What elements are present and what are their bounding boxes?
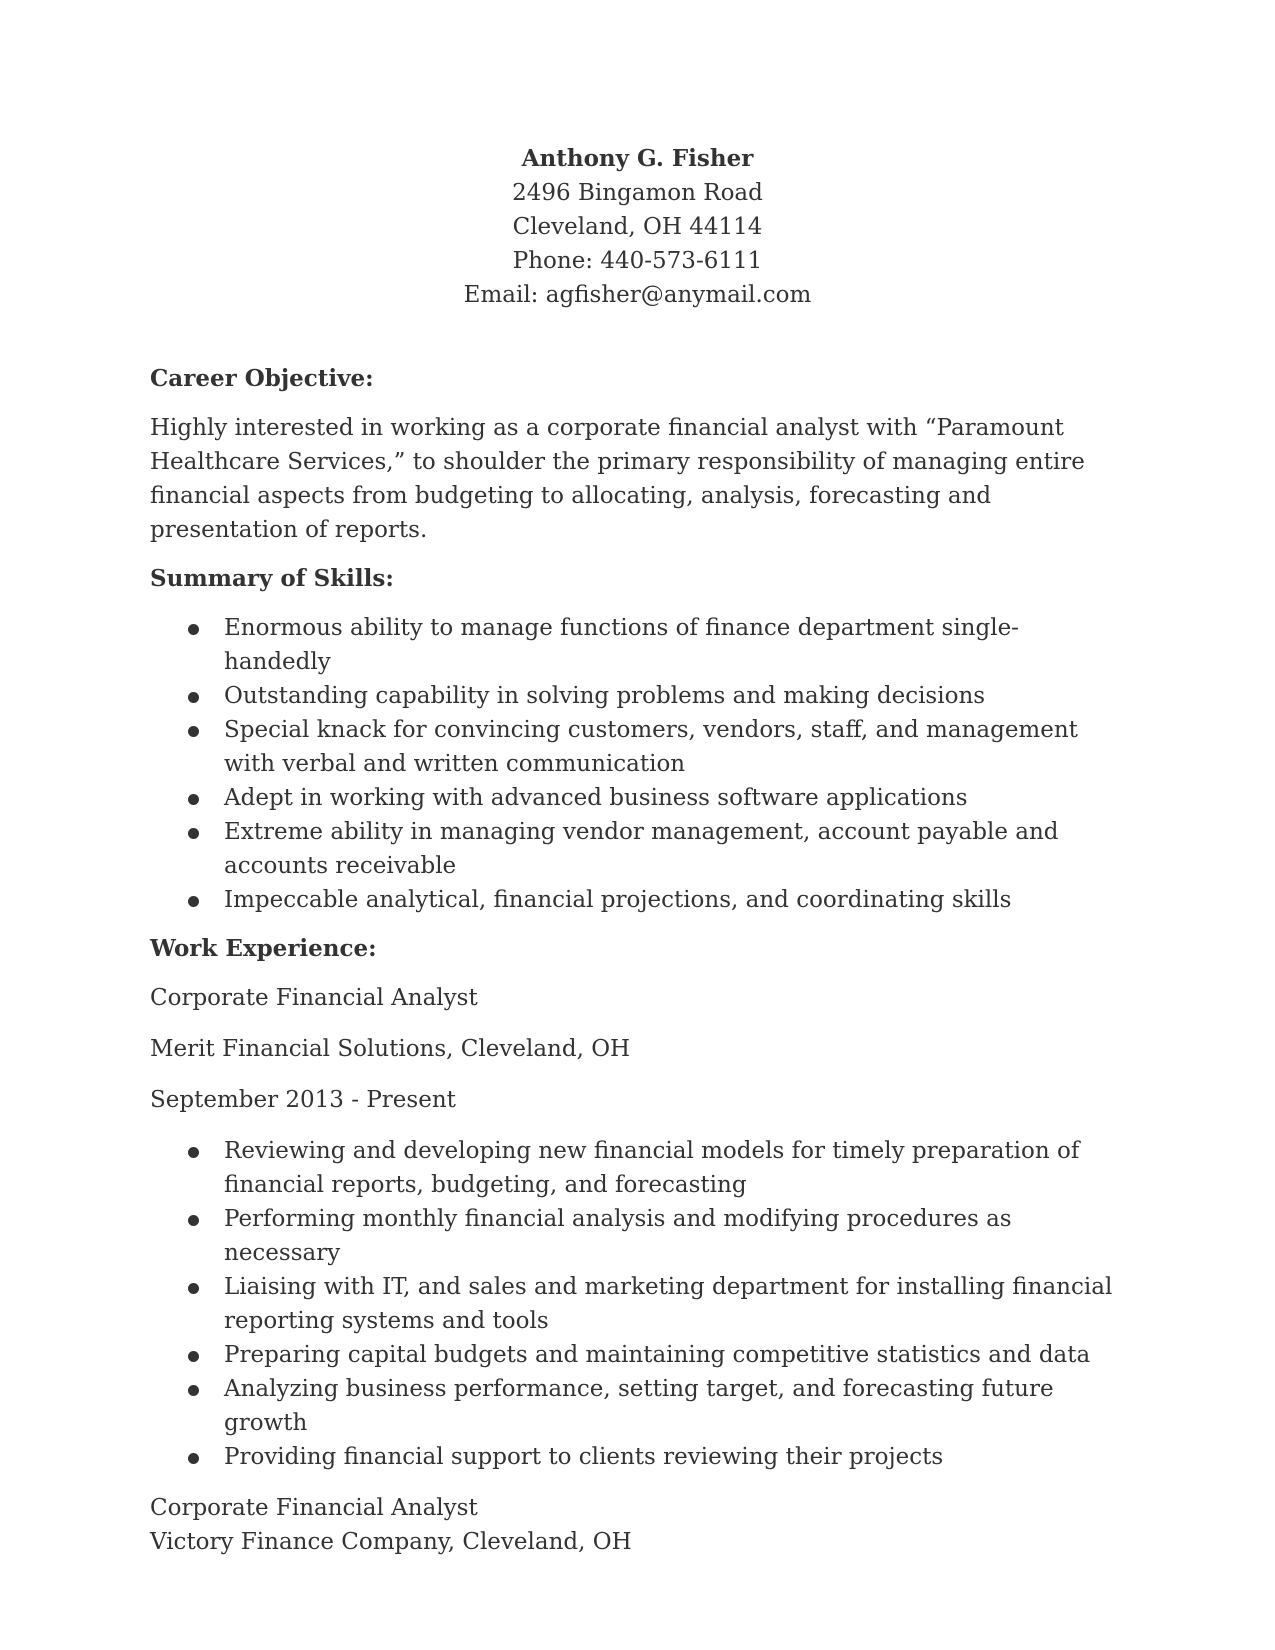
bullet-icon xyxy=(188,624,199,635)
job-entry xyxy=(150,1491,1125,1559)
spacer xyxy=(150,1474,1125,1491)
bullet-icon xyxy=(188,1351,199,1362)
list-item xyxy=(150,611,1125,679)
career-objective-heading: Career Objective: xyxy=(150,365,374,392)
bullet-icon xyxy=(188,1453,199,1464)
skill-text: Special knack for convincing customers, vendors, staff, and management with verbal and written communication xyxy=(224,717,1078,777)
list-item xyxy=(150,1134,1125,1202)
bullet-icon xyxy=(188,1283,199,1294)
skill-text: Impeccable analytical, financial projections, and coordinating skills xyxy=(224,887,1012,913)
list-item xyxy=(150,1202,1125,1270)
job-company: Merit Financial Solutions, Cleveland, OH xyxy=(150,1036,631,1062)
duty-text: Providing financial support to clients reviewing their projects xyxy=(224,1444,944,1470)
skill-text: Enormous ability to manage functions of finance department single-handedly xyxy=(224,615,1019,675)
skill-text: Adept in working with advanced business software applications xyxy=(224,785,968,811)
duty-text: Liaising with IT, and sales and marketing department for installing financial reporting systems and tools xyxy=(224,1274,1113,1334)
job-company: Victory Finance Company, Cleveland, OH xyxy=(150,1529,632,1555)
bullet-icon xyxy=(188,726,199,737)
bullet-icon xyxy=(188,1385,199,1396)
skill-text: Extreme ability in managing vendor management, account payable and accounts receivable xyxy=(224,819,1059,879)
bullet-icon xyxy=(188,828,199,839)
duty-text: Preparing capital budgets and maintaining competitive statistics and data xyxy=(224,1342,1091,1368)
duty-text: Performing monthly financial analysis and modifying procedures as necessary xyxy=(224,1206,1012,1266)
job-title: Corporate Financial Analyst xyxy=(150,1495,478,1521)
list-item xyxy=(150,1338,1125,1372)
skill-text: Outstanding capability in solving problems and making decisions xyxy=(224,683,986,709)
list-item xyxy=(150,883,1125,917)
job-title: Corporate Financial Analyst xyxy=(150,985,478,1011)
work-experience-heading: Work Experience: xyxy=(150,935,377,962)
bullet-icon xyxy=(188,692,199,703)
list-item xyxy=(150,781,1125,815)
career-objective-text: Highly interested in working as a corporate financial analyst with “Paramount Healthcare Services,” to shoulder the primary responsibility of managing entire financial aspects from budgeting to allocating, analysis, forecasting and presentation of reports. xyxy=(150,415,1085,543)
job-duties-list xyxy=(150,1134,1125,1474)
resume-page xyxy=(150,142,1125,1559)
list-item xyxy=(150,713,1125,781)
bullet-icon xyxy=(188,1147,199,1158)
bullet-icon xyxy=(188,1215,199,1226)
skills-heading: Summary of Skills: xyxy=(150,565,394,592)
list-item xyxy=(150,1372,1125,1440)
skills-list xyxy=(150,611,1125,917)
list-item xyxy=(150,679,1125,713)
job-dates: September 2013 - Present xyxy=(150,1087,456,1113)
address-city: Cleveland, OH 44114 xyxy=(512,214,763,240)
list-item xyxy=(150,815,1125,883)
job-entry xyxy=(150,981,1125,1474)
applicant-name: Anthony G. Fisher xyxy=(521,145,754,172)
email-line: Email: agfisher@anymail.com xyxy=(463,282,812,308)
phone-line: Phone: 440-573-6111 xyxy=(512,248,763,274)
list-item xyxy=(150,1270,1125,1338)
bullet-icon xyxy=(188,794,199,805)
bullet-icon xyxy=(188,896,199,907)
contact-header xyxy=(150,142,1125,312)
duty-text: Reviewing and developing new financial models for timely preparation of financial reports, budgeting, and forecasting xyxy=(224,1138,1080,1198)
list-item xyxy=(150,1440,1125,1474)
duty-text: Analyzing business performance, setting target, and forecasting future growth xyxy=(224,1376,1054,1436)
address-street: 2496 Bingamon Road xyxy=(512,180,763,206)
